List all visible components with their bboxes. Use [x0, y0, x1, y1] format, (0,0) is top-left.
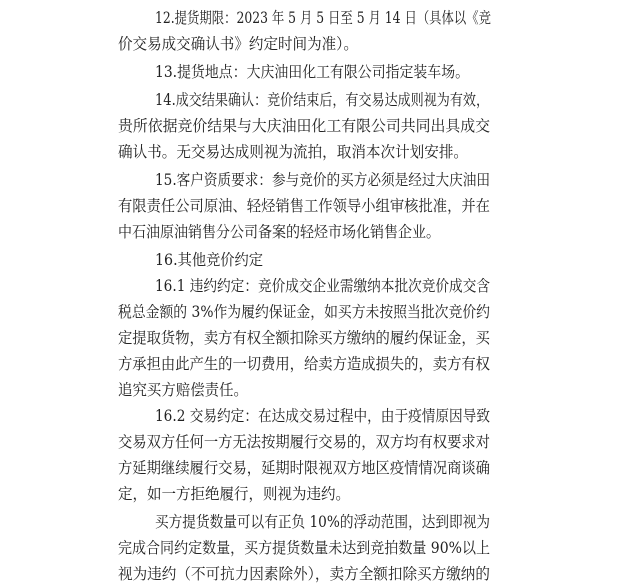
- document-line: 13.提货地点：大庆油田化工有限公司指定装车场。: [155, 63, 469, 81]
- document-line: 16.2 交易约定：在达成交易过程中，由于疫情原因导致: [155, 407, 490, 425]
- document-line: 贵所依据竞价结果与大庆油田化工有限公司共同出具成交: [118, 117, 490, 135]
- document-line: 中石油原油销售分公司备案的轻烃市场化销售企业。: [118, 223, 440, 241]
- document-line: 14.成交结果确认：竞价结束后，有交易达成则视为有效，: [155, 91, 489, 109]
- document-line: 视为违约（不可抗力因素除外），卖方全额扣除买方缴纳的: [118, 565, 490, 583]
- document-line: 16.其他竞价约定: [155, 251, 263, 269]
- document-line: 15.客户资质要求：参与竞价的买方必须是经过大庆油田: [155, 171, 490, 189]
- document-line: 价交易成交确认书》约定时间为准）。: [118, 35, 358, 53]
- document-line: 确认书。无交易达成则视为流拍，取消本次计划安排。: [118, 143, 468, 161]
- document-line: 16.1 违约约定：竞价成交企业需缴纳本批次竞价成交含: [155, 277, 490, 295]
- document-line: 买方提货数量可以有正负 10%的浮动范围，达到即视为: [155, 513, 490, 531]
- document-line: 追究买方赔偿责任。: [118, 381, 248, 399]
- document-line: 12.提货期限：2023 年 5 月 5 日至 5 月 14 日（具体以《竞: [155, 9, 491, 27]
- document-line: 方承担由此产生的一切费用，给卖方造成损失的，卖方有权: [118, 355, 490, 373]
- document-line: 方延期继续履行交易，延期时限视双方地区疫情情况商谈确: [118, 459, 490, 477]
- document-line: 完成合同约定数量，买方提货数量未达到竞拍数量 90%以上: [118, 539, 490, 557]
- document-line: 税总金额的 3%作为履约保证金，如买方未按照当批次竞价约: [118, 303, 490, 321]
- document-line: 定提取货物，卖方有权全额扣除买方缴纳的履约保证金，买: [118, 329, 490, 347]
- document-line: 交易双方任何一方无法按期履行交易的，双方均有权要求对: [118, 433, 490, 451]
- document-line: 有限责任公司原油、轻烃销售工作领导小组审核批准，并在: [118, 197, 490, 215]
- document-line: 定，如一方拒绝履行，则视为违约。: [118, 485, 350, 503]
